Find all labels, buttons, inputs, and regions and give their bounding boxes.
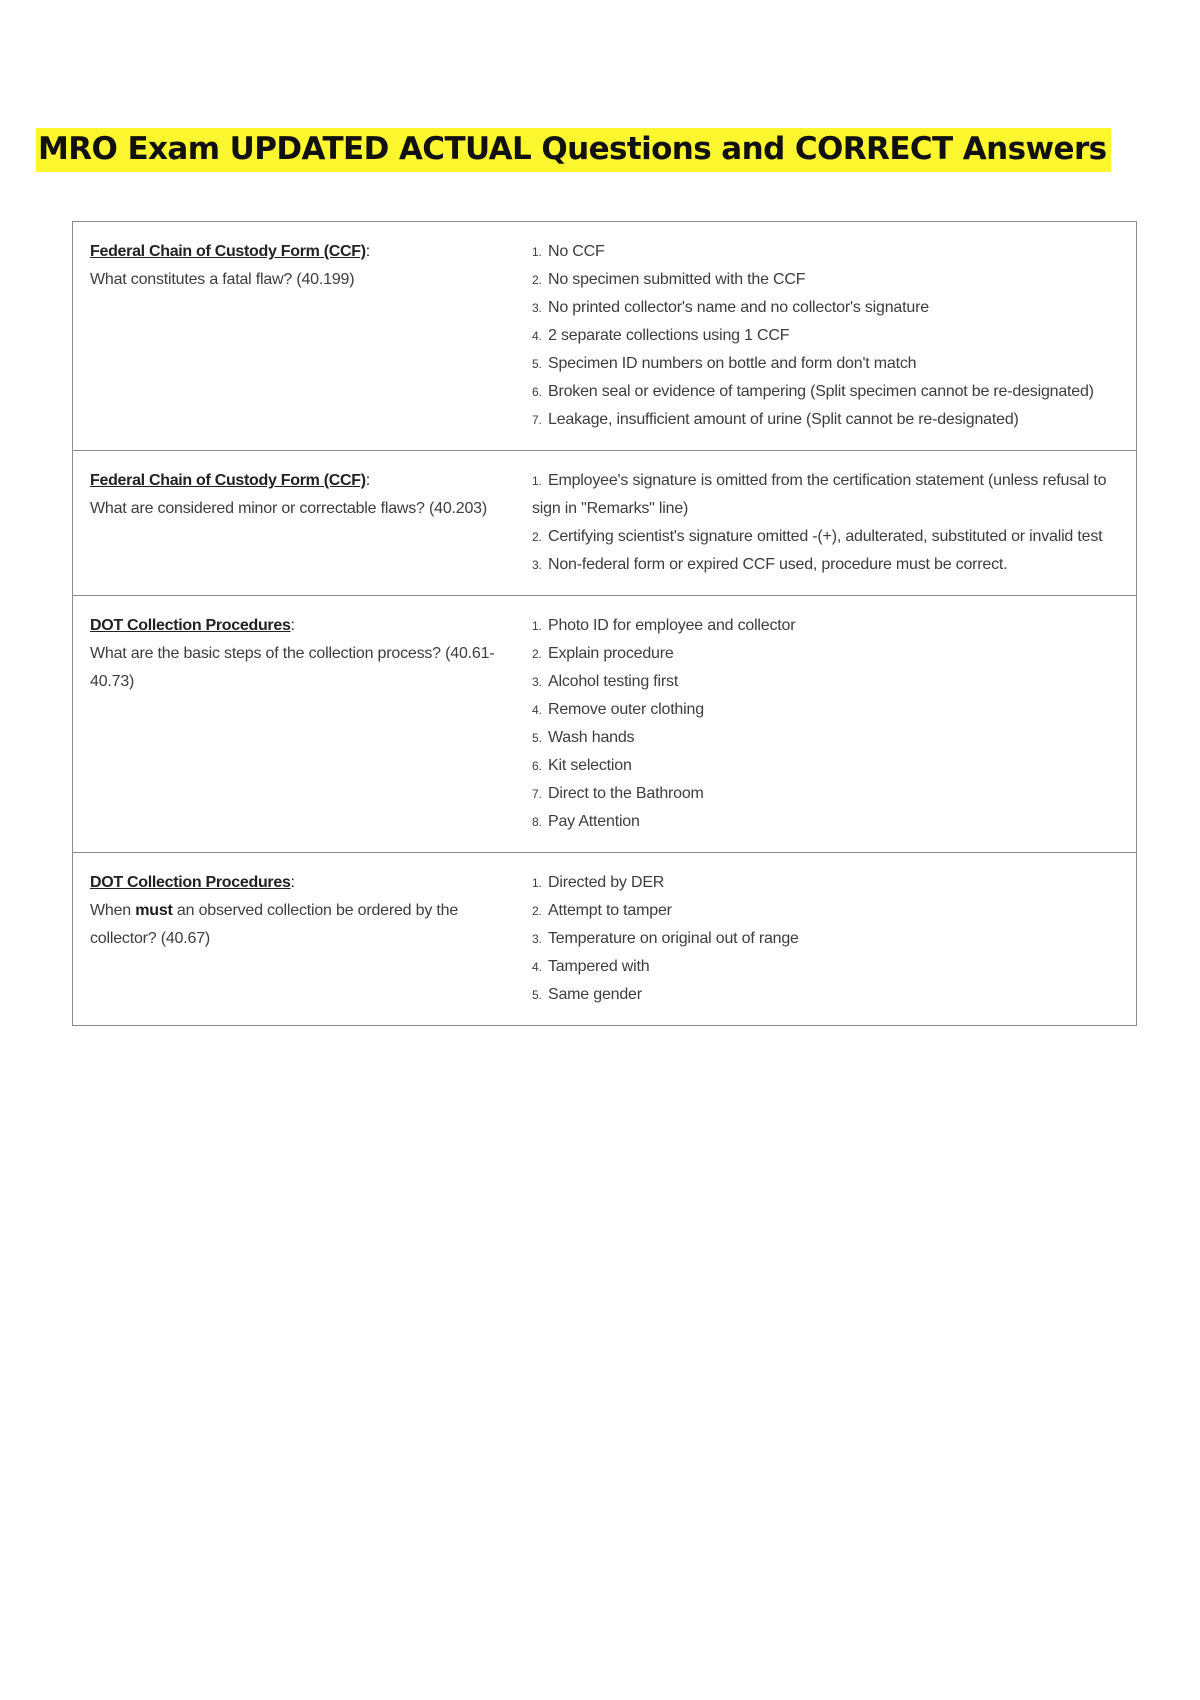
answer-number: 1. [532,245,542,259]
answer-item [532,808,1122,836]
qa-table [72,221,1137,1026]
answer-item [532,612,1122,640]
answer-number: 5. [532,357,542,371]
answer-item [532,869,1122,897]
question-heading [90,467,516,495]
answer-text: Remove outer clothing [548,701,704,718]
answer-text: Temperature on original out of range [548,930,799,947]
answer-item [532,406,1122,434]
topic-colon: : [365,472,371,489]
answer-number: 4. [532,960,542,974]
answer-text: Pay Attention [548,813,640,830]
question-text: What are considered minor or correctable flaws? (40.203) [90,500,487,517]
question-topic: DOT Collection Procedures [90,617,291,634]
question-cell [73,596,533,853]
answer-item [532,322,1122,350]
answer-item [532,981,1122,1009]
answer-number: 6. [532,385,542,399]
answer-number: 6. [532,759,542,773]
answer-list [532,467,1122,579]
answer-number: 3. [532,932,542,946]
answer-text: Employee's signature is omitted from the certification statement (unless refusal to sign in "Remarks" line) [532,472,1107,517]
answer-text: 2 separate collections using 1 CCF [548,327,790,344]
answer-text: No CCF [548,243,605,260]
question-text-start: When [90,902,136,919]
answer-item [532,897,1122,925]
answer-text: Wash hands [548,729,635,746]
question-text [90,897,516,953]
question-heading [90,869,516,897]
question-heading [90,238,516,266]
answer-number: 4. [532,703,542,717]
answer-cell [532,853,1137,1026]
table-row [73,451,1137,596]
answer-text: Kit selection [548,757,632,774]
answer-number: 7. [532,413,542,427]
question-heading [90,612,516,640]
question-topic: Federal Chain of Custody Form (CCF) [90,243,366,260]
answer-text: No printed collector's name and no collector's signature [548,299,929,316]
answer-item [532,953,1122,981]
topic-colon: : [290,617,295,634]
question-topic: DOT Collection Procedures [90,874,291,891]
answer-text: Attempt to tamper [548,902,672,919]
table-row [73,596,1137,853]
answer-text: Same gender [548,986,642,1003]
answer-number: 7. [532,787,542,801]
answer-number: 5. [532,988,542,1002]
answer-item [532,467,1122,523]
table-row [73,853,1137,1026]
answer-number: 4. [532,329,542,343]
answer-number: 2. [532,530,542,544]
question-cell [73,222,533,451]
answer-text: Specimen ID numbers on bottle and form don't match [548,355,917,372]
answer-text: Tampered with [548,958,650,975]
answer-cell [532,222,1137,451]
answer-number: 3. [532,675,542,689]
answer-list [532,612,1122,836]
answer-text: Explain procedure [548,645,674,662]
answer-item [532,724,1122,752]
answer-text: Photo ID for employee and collector [548,617,796,634]
answer-text: Certifying scientist's signature omitted -(+), adulterated, substituted or invalid test [548,528,1103,545]
question-cell [73,451,533,596]
answer-item [532,294,1122,322]
answer-item [532,350,1122,378]
question-text-end: an observed collection be ordered by the collector? (40.67) [90,902,459,947]
answer-number: 3. [532,558,542,572]
question-emphasis: must [135,902,173,919]
answer-item [532,696,1122,724]
answer-text: Directed by DER [548,874,665,891]
answer-text: Broken seal or evidence of tampering (Split specimen cannot be re-designated) [548,383,1094,400]
document-title: MRO Exam UPDATED ACTUAL Questions and CORRECT Answers [36,128,1111,172]
answer-text: No specimen submitted with the CCF [548,271,806,288]
topic-colon: : [290,874,295,891]
answer-item [532,752,1122,780]
answer-text: Leakage, insufficient amount of urine (Split cannot be re-designated) [548,411,1019,428]
answer-item [532,238,1122,266]
answer-item [532,551,1122,579]
answer-item [532,266,1122,294]
answer-number: 3. [532,301,542,315]
answer-number: 2. [532,904,542,918]
answer-item [532,780,1122,808]
table-row [73,222,1137,451]
answer-number: 2. [532,647,542,661]
answer-number: 1. [532,876,542,890]
answer-cell [532,451,1137,596]
answer-number: 1. [532,619,542,633]
answer-item [532,378,1122,406]
answer-text: Direct to the Bathroom [548,785,704,802]
answer-text: Non-federal form or expired CCF used, procedure must be correct. [548,556,1008,573]
answer-number: 1. [532,474,542,488]
answer-number: 2. [532,273,542,287]
answer-text: Alcohol testing first [548,673,679,690]
topic-colon: : [365,243,371,260]
answer-cell [532,596,1137,853]
question-topic: Federal Chain of Custody Form (CCF) [90,472,366,489]
question-text: What constitutes a fatal flaw? (40.199) [90,271,355,288]
answer-number: 8. [532,815,542,829]
answer-number: 5. [532,731,542,745]
answer-item [532,640,1122,668]
question-text: What are the basic steps of the collection process? (40.61-40.73) [90,645,495,690]
answer-item [532,523,1122,551]
answer-item [532,668,1122,696]
answer-list [532,238,1122,434]
answer-item [532,925,1122,953]
question-cell [73,853,533,1026]
answer-list [532,869,1122,1009]
